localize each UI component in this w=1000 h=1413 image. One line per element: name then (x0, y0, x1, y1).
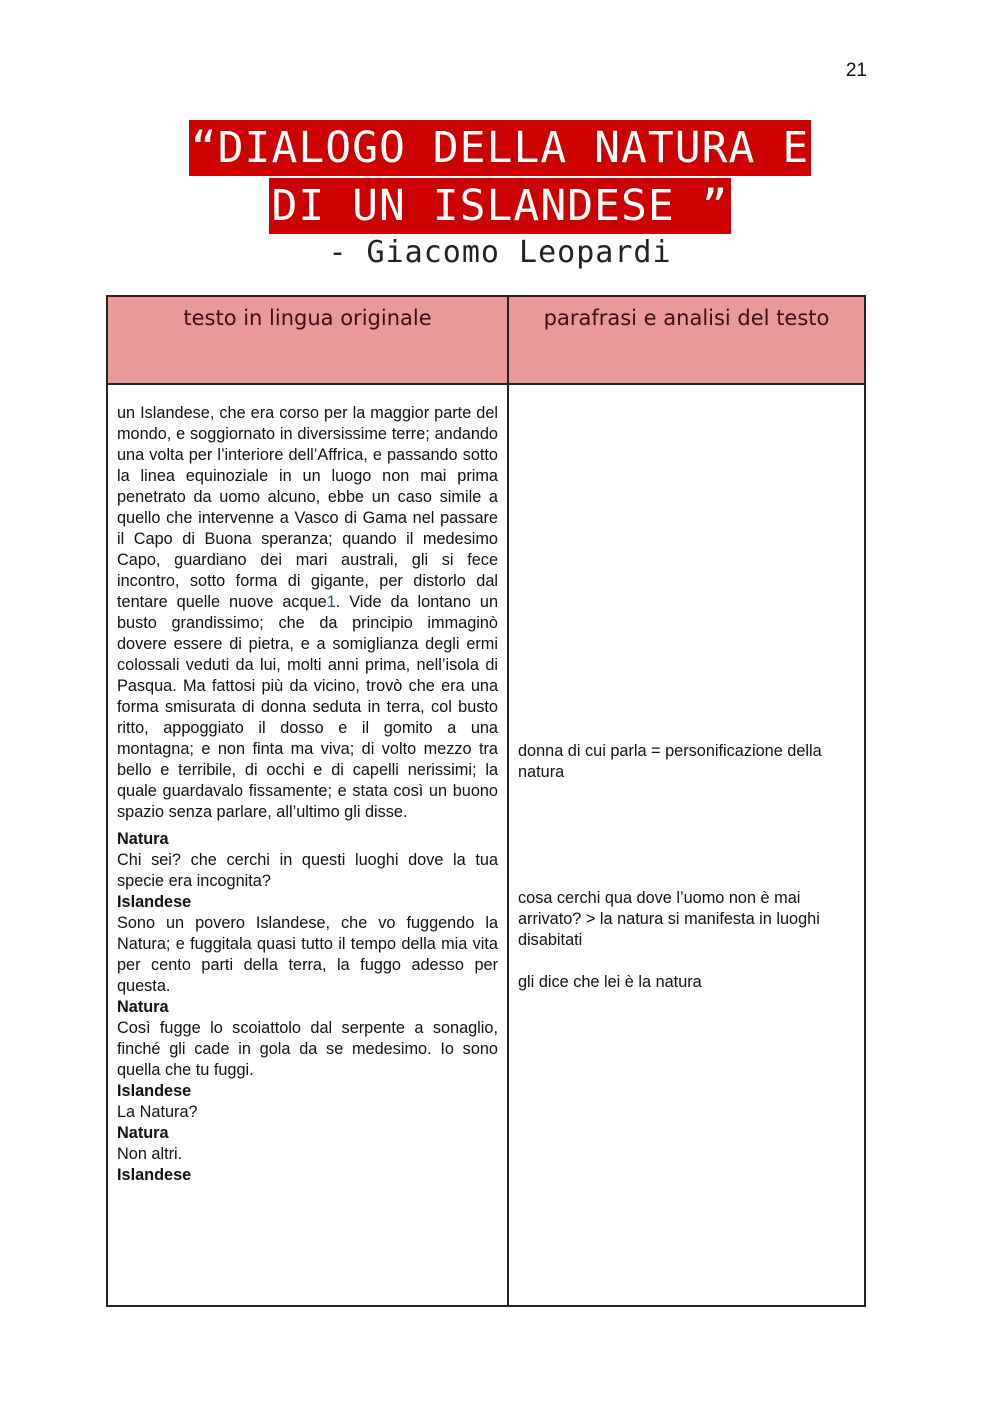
speaker-label: Natura (117, 1124, 169, 1142)
text-analysis-table (106, 295, 866, 1307)
title-block (0, 120, 1000, 272)
footnote-link[interactable]: 1 (326, 593, 336, 611)
title-line-2: DI UN ISLANDESE ” (269, 178, 730, 234)
speaker-label: Islandese (117, 1166, 192, 1184)
page-number: 21 (845, 60, 867, 81)
header-paraphrase: parafrasi e analisi del testo (508, 296, 865, 384)
author: - Giacomo Leopardi (328, 235, 672, 270)
analysis-note: donna di cui parla = personificazione della natura (518, 742, 822, 781)
speaker-label: Natura (117, 830, 169, 848)
header-original-text: testo in lingua originale (107, 296, 508, 384)
analysis-note: gli dice che lei è la natura (518, 973, 702, 991)
analysis-note: cosa cerchi qua dove l’uomo non è mai arrivato? > la natura si manifesta in luoghi disabitati (518, 889, 820, 949)
dialogue-line: Sono un povero Islandese, che vo fuggendo la Natura; e fuggitala quasi tutto il tempo della mia vita per cento parti della terra, la fuggo adesso per questa. (117, 914, 498, 995)
speaker-label: Islandese (117, 1082, 192, 1100)
narration-paragraph: un Islandese, che era corso per la maggior parte del mondo, e soggiornato in diversissime terre; andando una volta per l’interiore dell’Affrica, e passando sotto la linea equinoziale in un luogo non mai prima penetrato da uomo alcuno, ebbe un caso simile a quello che intervenne a Vasco di Gama nel passare il Capo di Buona speranza; quando il medesimo Capo, guardiano dei mari australi, gli si fece incontro, sotto forma di gigante, per distorlo dal tentare quelle nuove acque1. Vide da lontano un busto grandissimo; che da principio immaginò dovere essere di pietra, e a somiglianza degli ermi colossali veduti da lui, molti anni prima, nell’isola di Pasqua. Ma fattosi più da vicino, trovò che era una forma smisurata di donna seduta in terra, col busto ritto, appoggiato il dosso e il gomito a una montagna; e non finta ma viva; di volto mezzo tra bello e terribile, di occhi e di capelli nerissimi; la quale guardavalo fissamente; e stata così un buono spazio senza parlare, all’ultimo gli disse. (117, 404, 498, 821)
dialogue-line: Così fugge lo scoiattolo dal serpente a sonaglio, finché gli cade in gola da se medesimo. Io sono quella che tu fuggi. (117, 1019, 498, 1079)
analysis-cell (508, 384, 865, 1306)
dialogue-line: Non altri. (117, 1145, 183, 1163)
dialogue-line: La Natura? (117, 1103, 198, 1121)
title-line-1: “DIALOGO DELLA NATURA E (189, 120, 811, 176)
original-text-cell (107, 384, 508, 1306)
dialogue-line: Chi sei? che cerchi in questi luoghi dove la tua specie era incognita? (117, 851, 498, 890)
speaker-label: Natura (117, 998, 169, 1016)
speaker-label: Islandese (117, 893, 192, 911)
